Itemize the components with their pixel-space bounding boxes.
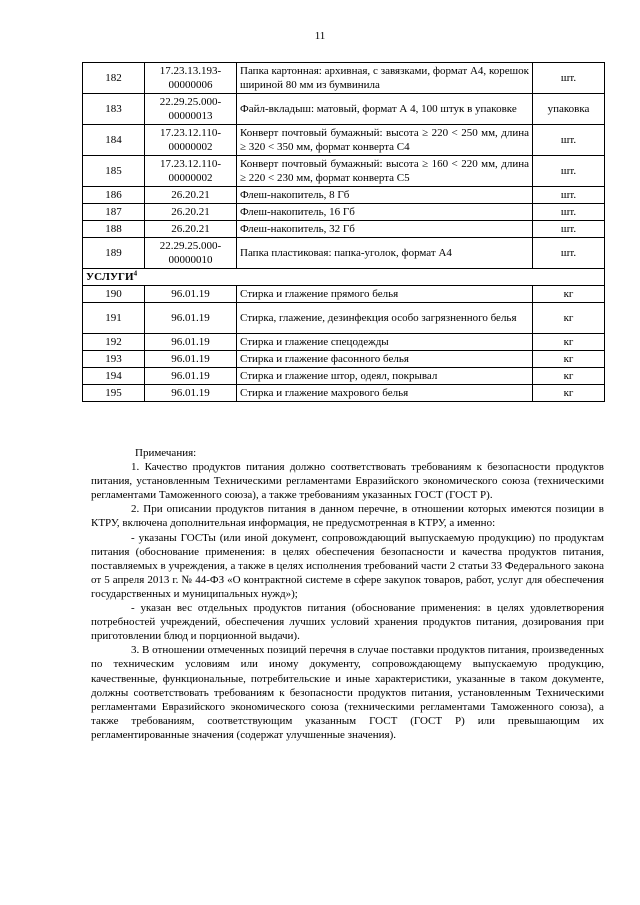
row-unit-cell: кг [533, 334, 605, 351]
items-table [82, 62, 605, 402]
row-unit-cell: кг [533, 385, 605, 402]
items-table-bottom-rows [83, 286, 605, 402]
table-row [83, 368, 605, 385]
row-number-cell: 185 [83, 156, 145, 187]
row-unit-cell: упаковка [533, 94, 605, 125]
table-row [83, 94, 605, 125]
section-row [83, 269, 605, 286]
row-code-cell: 96.01.19 [145, 385, 237, 402]
row-code-cell: 22.29.25.000-00000010 [145, 238, 237, 269]
table-row [83, 221, 605, 238]
row-number-cell: 193 [83, 351, 145, 368]
row-number-cell: 183 [83, 94, 145, 125]
table-row [83, 63, 605, 94]
note-paragraph-1: 1. Качество продуктов питания должно соответствовать требованиям к безопасности продуктов питания, установленным Техническими регламентами Евразийского экономического союза (техническими регламентами Таможенного союза), а также требованиям указанных ГОСТ (ГОСТ Р). [91, 461, 604, 502]
row-name-cell: Стирка и глажение фасонного белья [237, 351, 533, 368]
table-row [83, 303, 605, 334]
row-code-cell: 26.20.21 [145, 187, 237, 204]
row-number-cell: 182 [83, 63, 145, 94]
row-number-cell: 188 [83, 221, 145, 238]
row-code-cell: 96.01.19 [145, 286, 237, 303]
row-name-cell: Папка пластиковая: папка-уголок, формат А4 [237, 238, 533, 269]
row-name-cell: Конверт почтовый бумажный: высота ≥ 220 < 250 мм, длина ≥ 320 < 350 мм, формат конверта С4 [237, 125, 533, 156]
section-label: УСЛУГИ [86, 271, 134, 283]
row-name-cell: Флеш-накопитель, 16 Гб [237, 204, 533, 221]
row-name-cell: Стирка, глажение, дезинфекция особо загрязненного белья [237, 303, 533, 334]
row-code-cell: 96.01.19 [145, 303, 237, 334]
note-paragraph-2: 2. При описании продуктов питания в данном перечне, в отношении которых имеются позиции в КТРУ, включена дополнительная информация, не предусмотренная в КТРУ, а именно: [91, 503, 604, 530]
row-number-cell: 189 [83, 238, 145, 269]
table-row [83, 238, 605, 269]
row-number-cell: 187 [83, 204, 145, 221]
section-group [83, 269, 605, 286]
row-code-cell: 96.01.19 [145, 334, 237, 351]
row-unit-cell: кг [533, 303, 605, 334]
row-unit-cell: кг [533, 368, 605, 385]
row-code-cell: 26.20.21 [145, 204, 237, 221]
row-unit-cell: шт. [533, 221, 605, 238]
table-row [83, 187, 605, 204]
row-unit-cell: шт. [533, 63, 605, 94]
row-number-cell: 192 [83, 334, 145, 351]
row-unit-cell: шт. [533, 125, 605, 156]
note-paragraph-2-item-1: - указаны ГОСТы (или иной документ, сопровождающий выпускаемую продукцию) по продуктам питания (обоснование применения: в целях обеспечения безопасности и качества продуктов питания, поставляемых в учреждения, а также в целях исполнения требований части 2 статьи 33 Федерального закона от 5 апреля 2013 г. № 44-ФЗ «О контрактной системе в сфере закупок товаров, работ, услуг для обеспечения государственных и муниципальных нужд»); [91, 531, 604, 600]
row-number-cell: 191 [83, 303, 145, 334]
note-paragraph-2-item-2: - указан вес отдельных продуктов питания (обоснование применения: в целях удовлетворения потребностей учреждений, обеспечения лучших условий хранения продуктов питания, дозирования при приготовлении блюд и порционной выдачи). [91, 602, 604, 643]
row-code-cell: 17.23.12.110-00000002 [145, 125, 237, 156]
row-unit-cell: кг [533, 286, 605, 303]
row-name-cell: Флеш-накопитель, 8 Гб [237, 187, 533, 204]
row-unit-cell: шт. [533, 156, 605, 187]
table-row [83, 286, 605, 303]
row-code-cell: 17.23.12.110-00000002 [145, 156, 237, 187]
section-footnote: 4 [133, 269, 138, 278]
table-row [83, 351, 605, 368]
row-unit-cell: шт. [533, 204, 605, 221]
items-table-top-rows [83, 63, 605, 269]
row-code-cell: 96.01.19 [145, 351, 237, 368]
row-unit-cell: шт. [533, 238, 605, 269]
notes-section [91, 446, 604, 742]
notes-heading: Примечания: [135, 447, 197, 459]
row-number-cell: 195 [83, 385, 145, 402]
row-name-cell: Стирка и глажение спецодежды [237, 334, 533, 351]
row-code-cell: 22.29.25.000-00000013 [145, 94, 237, 125]
row-code-cell: 96.01.19 [145, 368, 237, 385]
row-name-cell: Конверт почтовый бумажный: высота ≥ 160 < 220 мм, длина ≥ 220 < 230 мм, формат конверта С5 [237, 156, 533, 187]
row-name-cell: Файл-вкладыш: матовый, формат А 4, 100 штук в упаковке [237, 94, 533, 125]
row-name-cell: Стирка и глажение махрового белья [237, 385, 533, 402]
row-number-cell: 190 [83, 286, 145, 303]
row-number-cell: 194 [83, 368, 145, 385]
page-number: 11 [314, 30, 326, 42]
table-row [83, 334, 605, 351]
table-row [83, 385, 605, 402]
table-row [83, 204, 605, 221]
row-number-cell: 184 [83, 125, 145, 156]
row-name-cell: Стирка и глажение штор, одеял, покрывал [237, 368, 533, 385]
row-name-cell: Стирка и глажение прямого белья [237, 286, 533, 303]
section-label-cell [83, 269, 605, 286]
row-unit-cell: шт. [533, 187, 605, 204]
table-row [83, 125, 605, 156]
row-unit-cell: кг [533, 351, 605, 368]
table-row [83, 156, 605, 187]
note-paragraph-3: 3. В отношении отмеченных позиций перечня в случае поставки продуктов питания, произведенных по техническим условиям или иному документу, сопровождающему выпускаемую продукцию, качественные, функциональные, потребительские и иные характеристики, указанные в таком документе, должны соответствовать требованиям к безопасности продуктов питания, установленным Техническими регламентами Евразийского экономического союза (техническими регламентами Таможенного союза), а также требованиям, соответствующим указанным ГОСТ (ГОСТ Р) или превышающим их регламентированные значения (содержат улучшенные значения). [91, 644, 604, 741]
row-name-cell: Папка картонная: архивная, с завязками, формат А4, корешок шириной 80 мм из бумвинила [237, 63, 533, 94]
row-number-cell: 186 [83, 187, 145, 204]
row-code-cell: 17.23.13.193-00000006 [145, 63, 237, 94]
row-name-cell: Флеш-накопитель, 32 Гб [237, 221, 533, 238]
row-code-cell: 26.20.21 [145, 221, 237, 238]
